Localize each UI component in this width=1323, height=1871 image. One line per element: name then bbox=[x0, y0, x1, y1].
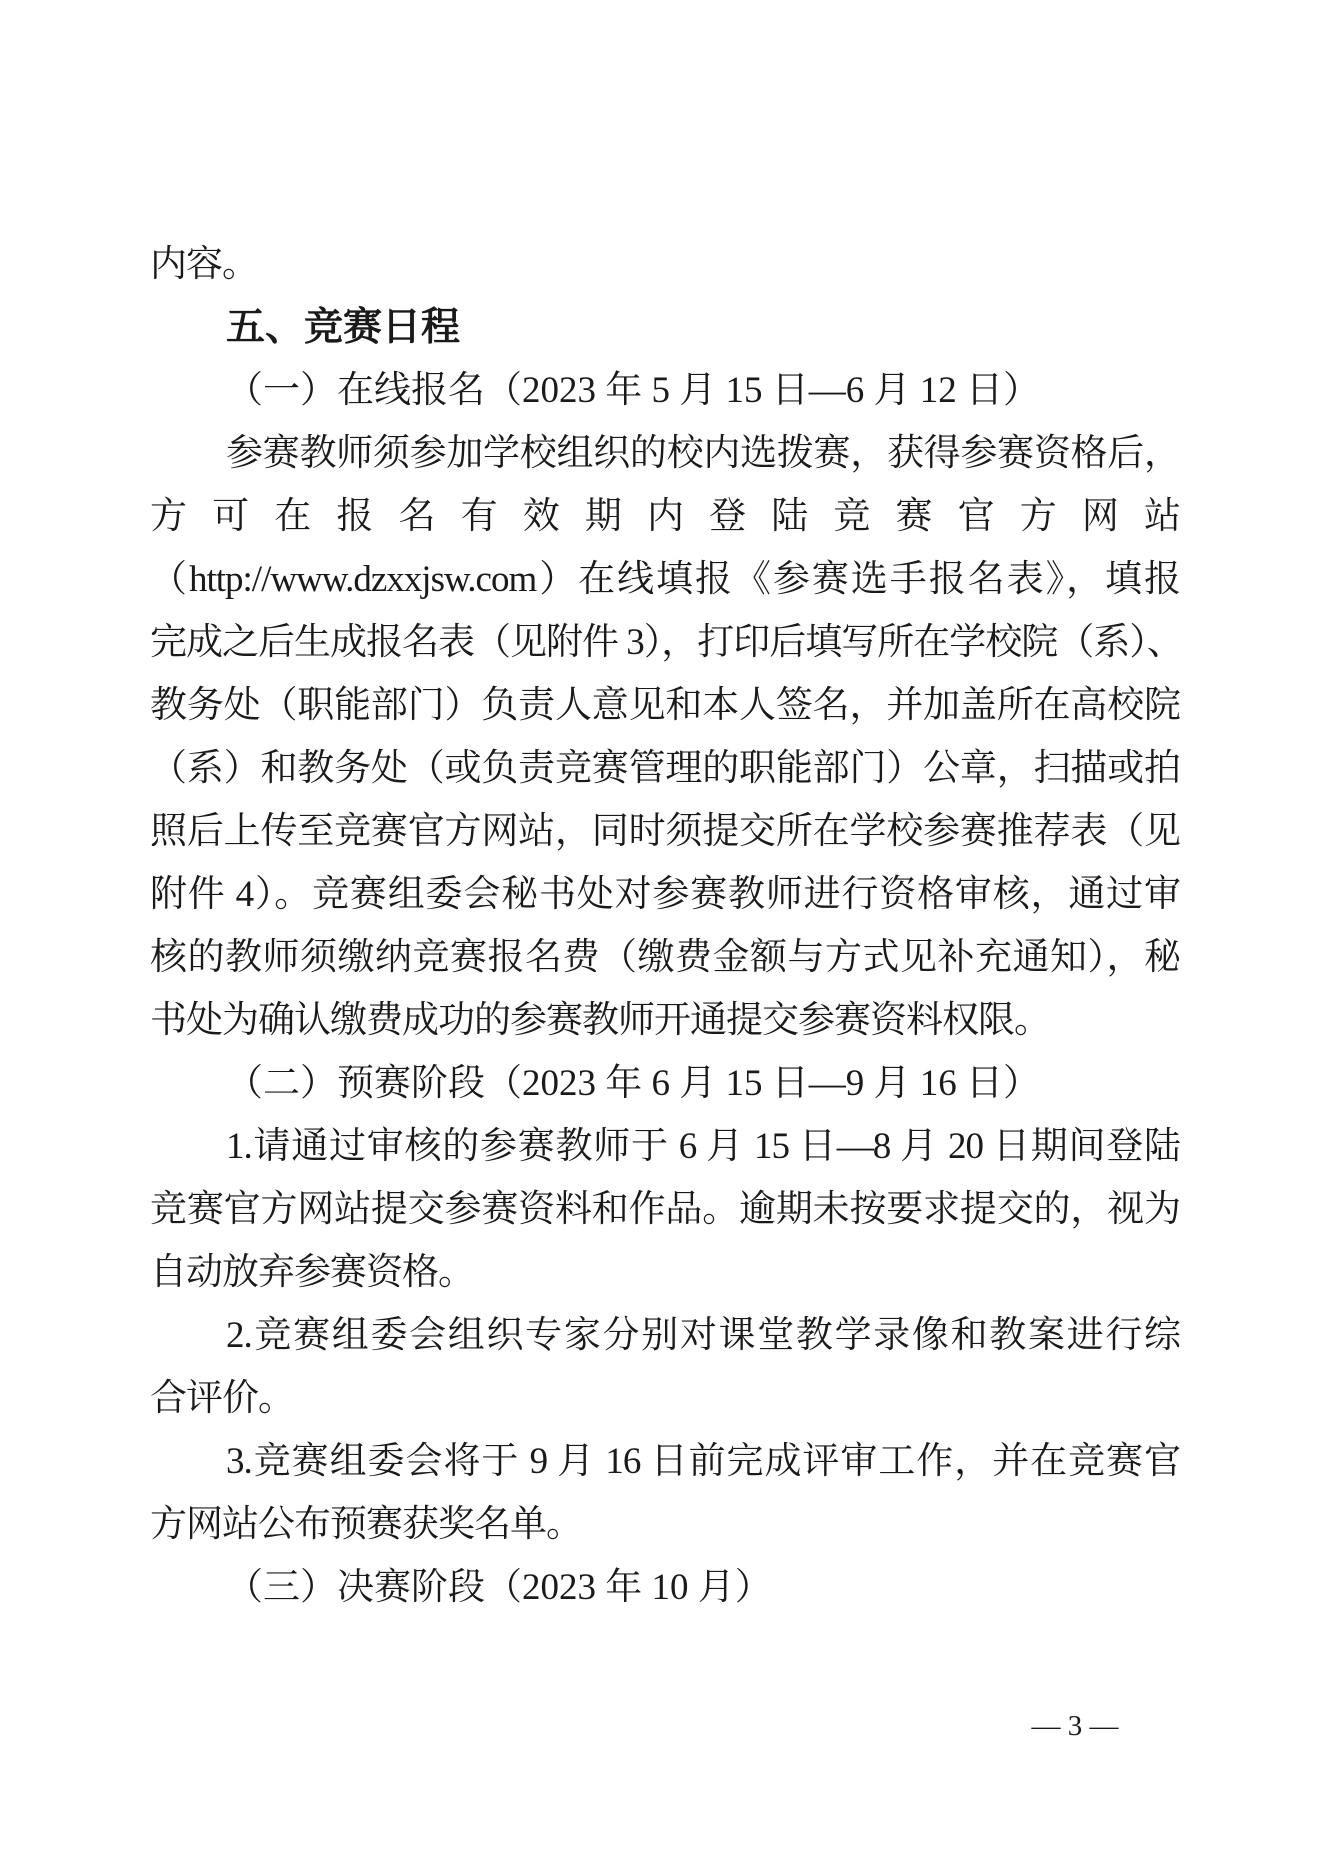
body-line: 完成之后生成报名表（见附件 3），打印后填写所在学校院（系）、 bbox=[150, 622, 1183, 663]
body-line: 方网站公布预赛获奖名单。 bbox=[150, 1504, 582, 1545]
subsection-heading: （二）预赛阶段（2023 年 6 月 15 日—9 月 16 日） bbox=[226, 1063, 1040, 1104]
body-line: （系）和教务处（或负责竞赛管理的职能部门）公章，扫描或拍 bbox=[150, 748, 1180, 789]
body-line: 2.竞赛组委会组织专家分别对课堂教学录像和教案进行综 bbox=[226, 1315, 1180, 1356]
body-line: 竞赛官方网站提交参赛资料和作品。逾期未按要求提交的，视为 bbox=[150, 1189, 1180, 1230]
body-line: 合评价。 bbox=[150, 1378, 294, 1419]
subsection-heading: （一）在线报名（2023 年 5 月 15 日—6 月 12 日） bbox=[226, 370, 1040, 411]
body-line: 参赛教师须参加学校组织的校内选拨赛，获得参赛资格后， bbox=[226, 433, 1180, 474]
body-line: 书处为确认缴费成功的参赛教师开通提交参赛资料权限。 bbox=[150, 1000, 1050, 1041]
page-number: — 3 — bbox=[1031, 1710, 1119, 1742]
body-line: 方可在报名有效期内登陆竞赛官方网站 bbox=[150, 496, 1180, 537]
body-line: 内容。 bbox=[150, 244, 258, 285]
body-line-url: （http://www.dzxxjsw.com）在线填报《参赛选手报名表》，填报 bbox=[150, 559, 1180, 600]
body-line: 3.竞赛组委会将于 9 月 16 日前完成评审工作，并在竞赛官 bbox=[226, 1441, 1180, 1482]
body-line: 附件 4）。竞赛组委会秘书处对参赛教师进行资格审核，通过审 bbox=[150, 874, 1180, 915]
body-line: 1.请通过审核的参赛教师于 6 月 15 日—8 月 20 日期间登陆 bbox=[226, 1126, 1180, 1167]
body-line: 教务处（职能部门）负责人意见和本人签名，并加盖所在高校院 bbox=[150, 685, 1180, 726]
body-line: 核的教师须缴纳竞赛报名费（缴费金额与方式见补充通知），秘 bbox=[150, 937, 1180, 978]
body-line: 照后上传至竞赛官方网站，同时须提交所在学校参赛推荐表（见 bbox=[150, 811, 1180, 852]
section-heading: 五、竞赛日程 bbox=[226, 306, 461, 349]
subsection-heading: （三）决赛阶段（2023 年 10 月） bbox=[226, 1567, 772, 1608]
document-text-block bbox=[150, 233, 1183, 1619]
body-line: 自动放弃参赛资格。 bbox=[150, 1252, 474, 1293]
